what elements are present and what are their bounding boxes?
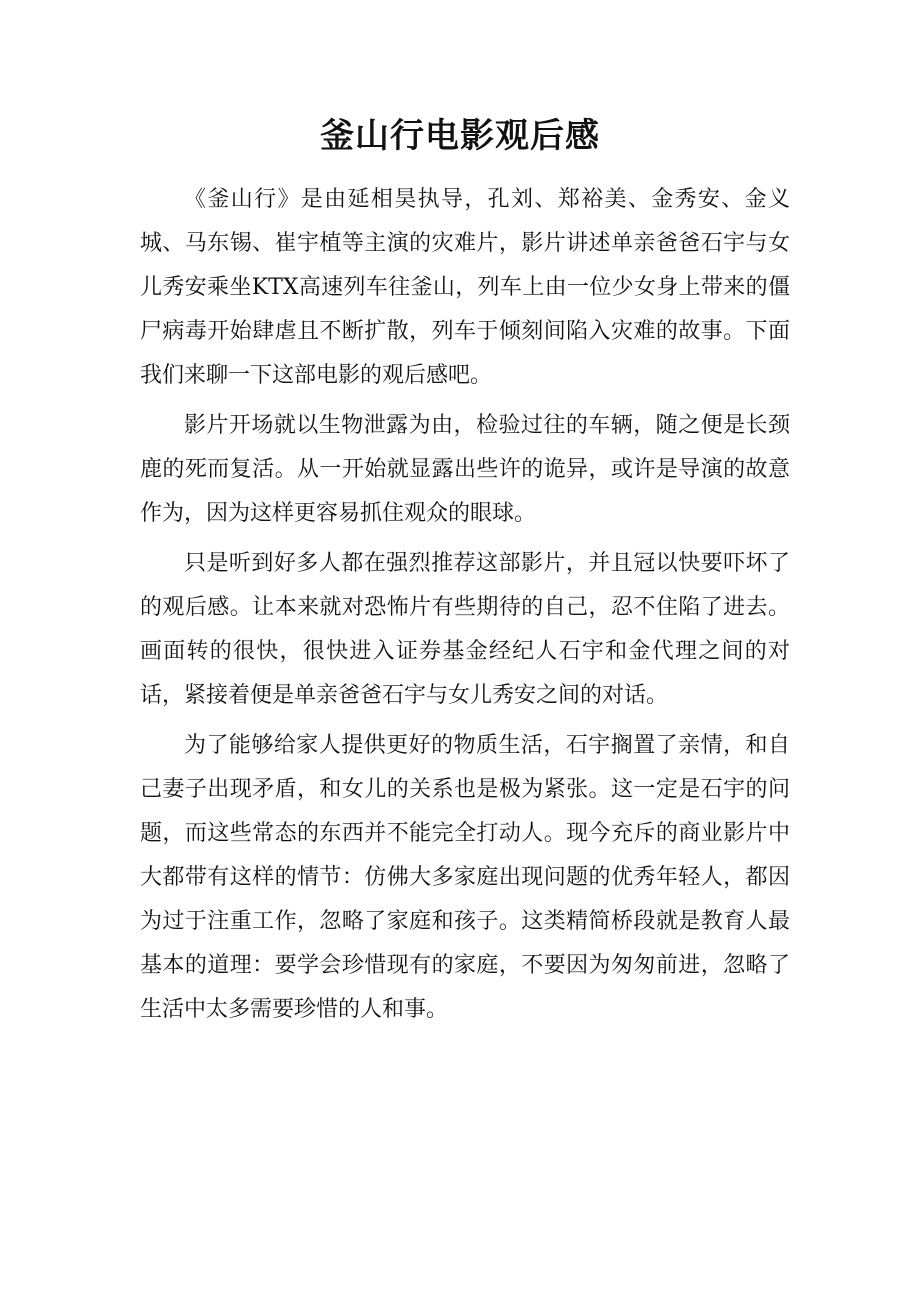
paragraph-4: 为了能够给家人提供更好的物质生活，石宇搁置了亲情，和自己妻子出现矛盾，和女儿的关系也是极为紧张。这一定是石宇的问题，而这些常态的东西并不能完全打动人。现今充斥的商业影片中大都带有这样的情节：仿佛大多家庭出现问题的优秀年轻人，都因为过于注重工作，忽略了家庭和孩子。这类精简桥段就是教育人最基本的道理：要学会珍惜现有的家庭，不要因为匆匆前进，忽略了生活中太多需要珍惜的人和事。 xyxy=(140,733,790,1022)
paragraph-3: 只是听到好多人都在强烈推荐这部影片，并且冠以快要吓坏了的观后感。让本来就对恐怖片有些期待的自己，忍不住陷了进去。画面转的很快，很快进入证券基金经纪人石宇和金代理之间的对话，紧接着便是单亲爸爸石宇与女儿秀安之间的对话。 xyxy=(140,551,790,708)
paragraph-1: 《釜山行》是由延相昊执导，孔刘、郑裕美、金秀安、金义城、马东锡、崔宇植等主演的灾难片，影片讲述单亲爸爸石宇与女儿秀安乘坐KTX高速列车往釜山，列车上由一位少女身上带来的僵尸病毒开始肆虐且不断扩散，列车于倾刻间陷入灾难的故事。下面我们来聊一下这部电影的观后感吧。 xyxy=(140,187,790,388)
document-title: 釜山行电影观后感 xyxy=(320,116,600,156)
document-body xyxy=(140,178,790,1032)
paragraph-2: 影片开场就以生物泄露为由，检验过往的车辆，随之便是长颈鹿的死而复活。从一开始就显露出些许的诡异，或许是导演的故意作为，因为这样更容易抓住观众的眼球。 xyxy=(140,413,790,526)
